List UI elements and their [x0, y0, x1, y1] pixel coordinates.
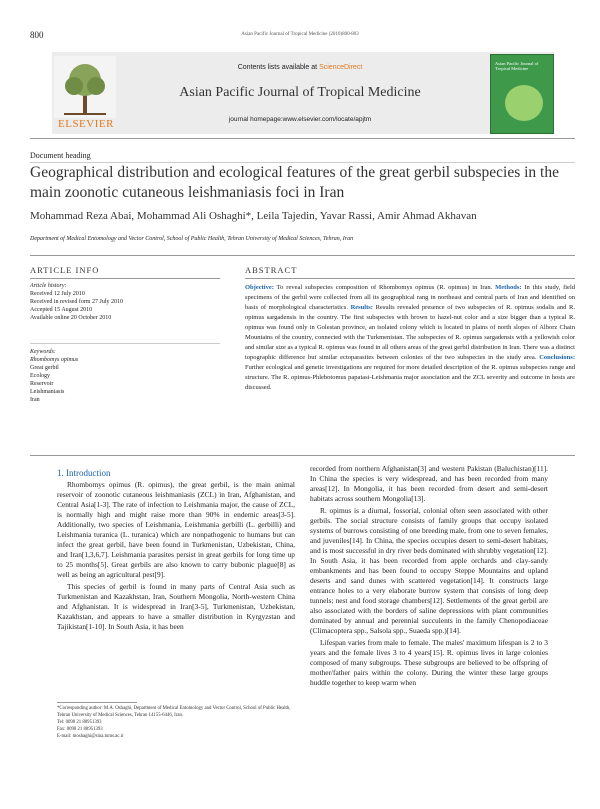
divider-info: [30, 255, 575, 256]
conclusions-label: Conclusions:: [539, 354, 575, 361]
results-text: Results revealed presence of two subspecies of R. opimus sodalis and R. opimus sargadensis in the country. The first subspecies with brown to hazel-nut color and a size bigger than a typical R. opimus was found only in Golestan province, an isolated colony which is located in plains of north slopes of Alborz Chain Mountains of the country, connected with the Turkmenistan. The subspecies of R. opimus sargadensis with a yellowish color and similar size as a typical R. opimus was found in all others areas of the great gerbil distribution in Iran. There was a distinct topographic difference but similar ectoparasites between colonies of the two subspecies in the study area.: [245, 304, 576, 361]
corresponding-author: *Corresponding author: M.A. Oshaghi, Department of Medical Entomology and Vector Control, School of Public Health, Tehran University of Medical Sciences, Tehran 14155-6446, Iran.: [57, 706, 291, 718]
divider-top: [30, 138, 575, 139]
paragraph: recorded from northern Afghanistan[3] and western Pakistan (Baluchistan)[11]. In China the species is very widespread, and has been recorded from many areas[12]. In Mongolia, it has been recorded from desert and semi-desert habitats across southern Mongolia[13].: [310, 464, 548, 503]
article-info-heading: ARTICLE INFO: [30, 265, 100, 275]
paper-title: Geographical distribution and ecological features of the great gerbil subspecies in the main zoonotic cutaneous leishmaniasis foci in Iran: [30, 164, 559, 201]
sciencedirect-link[interactable]: ScienceDirect: [319, 64, 363, 71]
divider-keywords: [30, 343, 220, 344]
paragraph: This species of gerbil is found in many parts of Central Asia such as Turkmenistan and Kazakhstan, Iran, Southern Mongolia, North-western China and Afghanistan. It is widespread in Iran[3-5], Turkmenistan, Uzbekistan, Kazakhstan, and appears to have a smaller distribution in Kyrgyzstan and Tajikistan[1-10]. In South Asia, it has been: [57, 582, 295, 631]
paragraph: Lifespan varies from male to female. The males' maximum lifespan is 2 to 3 years and the female lives 3 to 4 years[15]. R. opimus lives in large colonies composed of many subgroups. These subgroups are believed to be offspring of mother/father pairs within the colony. During the winter these large groups huddle together to keep warm when: [310, 638, 548, 687]
journal-title: Asian Pacific Journal of Tropical Medicine: [179, 85, 421, 100]
history-label: Article history:: [30, 283, 67, 289]
accepted-date: Accepted 15 August 2010: [30, 307, 93, 313]
document-heading: Document heading: [30, 151, 91, 160]
divider-body: [30, 455, 575, 456]
body-column-right: [310, 464, 548, 690]
paragraph: Rhombomys opimus (R. opimus), the great gerbil, is the main animal reservoir of zoonotic cutaneous leishmaniasis (ZCL) in Iran, Afghanistan, and Central Asia[1-3]. The rate of infection to Leishmania major, the cause of ZCL, is normally high and might raise more than 90% in endemic areas[3-5]. Additionally, two species of Leishmania, Leishmania gerbilli (L. gerbilli) and Leishmania turanica (L. turanica) which are nonpathogenic to humans but can infect the great gerbil, have been found in Turkmenistan, Uzbekistan, China, and Iran[1,3,6,7]. Leishmania parasites persist in great gerbils for long time up to 25 months[5]. Great gerbils are also known to carry bubonic plague[8] as well as being an agricultural pest[9].: [57, 480, 295, 579]
objective-text: To reveal subspecies composition of Rhombomys opimus (R. opimus) in Iran.: [276, 284, 493, 291]
objective-label: Objective:: [245, 284, 274, 291]
methods-text: In this study, field specimens of the gerbil were collected from all its geographical rang in northeast and central parts of Iran and identified on basis of morphological characteristics.: [245, 284, 576, 311]
cover-art: [505, 85, 543, 121]
journal-homepage[interactable]: journal homepage:www.elsevier.com/locate/apjtm: [228, 116, 372, 123]
methods-label: Methods:: [495, 284, 522, 291]
introduction-heading: 1. Introduction: [57, 468, 111, 478]
contents-prefix: Contents lists available at: [237, 64, 318, 71]
running-header: Asian Pacific Journal of Tropical Medicine (2010)800-803: [241, 32, 359, 37]
keyword: Iran: [30, 397, 40, 403]
conclusions-text: Further ecological and genetic investigations are required for more detailed description of the R. opimus subspecies range and structure. The R. opimus-Phlebotomus papatasi-Leishmania major association and the ZCL severity and outcome in hosts are discussed.: [245, 364, 575, 391]
page-number: 800: [30, 30, 44, 40]
email[interactable]: E-mail: moshaghi@sina.tums.ac.ir: [57, 734, 124, 739]
elsevier-tree-logo: [54, 56, 116, 118]
keyword: Leishmaniasis: [30, 389, 65, 395]
paragraph: R. opimus is a diurnal, fossorial, colonial often seen associated with other gerbils. The social structure consists of family groups that occupy isolated systems of burrows consisting of one breeding male, from one to seven females, and juveniles[14]. In China, the species occupies desert to semi-desert habitats, and is most successful in dry river beds dominated with shrubby vegetation[12]. In South Asia, it has been recorded from apple orchards and clay-sandy embankments and has been found to occupy Steppe Mountains and upland deserts and sand dunes with scattered vegetation[14]. It constructs large entrance holes to a very elaborate burrow system that consists of long deep tunnels; nest and food storage chambers[12]. Settlements of the great gerbil are also associated with the borders of saline depressions with plant communities dominated by annual and perennial succulents in the family Chenopodiaceae (Climacoptera spp., Salsola spp., Suaeda spp.)[14].: [310, 506, 548, 635]
footnote: [57, 705, 295, 740]
elsevier-wordmark: ELSEVIER: [58, 118, 114, 130]
keyword: Rhombomys opimus: [30, 357, 79, 363]
journal-cover: [490, 54, 554, 134]
keywords-block: [30, 348, 220, 404]
results-label: Results:: [350, 304, 373, 311]
abstract-heading: ABSTRACT: [245, 265, 298, 275]
divider-abstract: [245, 278, 575, 279]
keywords-label: Keywords:: [30, 349, 56, 355]
revised-date: Received in revised form 27 July 2010: [30, 299, 123, 305]
author-list: Mohammad Reza Abai, Mohammad Ali Oshaghi*, Leila Tajedin, Yavar Rassi, Amir Ahmad Akhavan: [30, 210, 477, 222]
keyword: Ecology: [30, 373, 50, 379]
footnote-rule: [57, 702, 137, 703]
cover-title: Asian Pacific Journal of Tropical Medicine: [495, 61, 539, 71]
abstract-body: [245, 283, 575, 393]
keyword: Reservoir: [30, 381, 54, 387]
received-date: Received 12 July 2010: [30, 291, 85, 297]
article-history: [30, 282, 220, 322]
telephone: Tel: 0098 21 88951393: [57, 720, 102, 725]
body-column-left: [57, 480, 295, 634]
contents-line: [140, 64, 460, 71]
keyword: Great gerbil: [30, 365, 59, 371]
online-date: Available online 20 October 2010: [30, 315, 112, 321]
fax: Fax: 0098 21 88951393: [57, 727, 103, 732]
divider-article-info: [30, 278, 220, 279]
affiliation: Department of Medical Entomology and Vector Control, School of Public Health, Tehran University of Medical Sciences, Tehran, Iran: [30, 236, 354, 242]
